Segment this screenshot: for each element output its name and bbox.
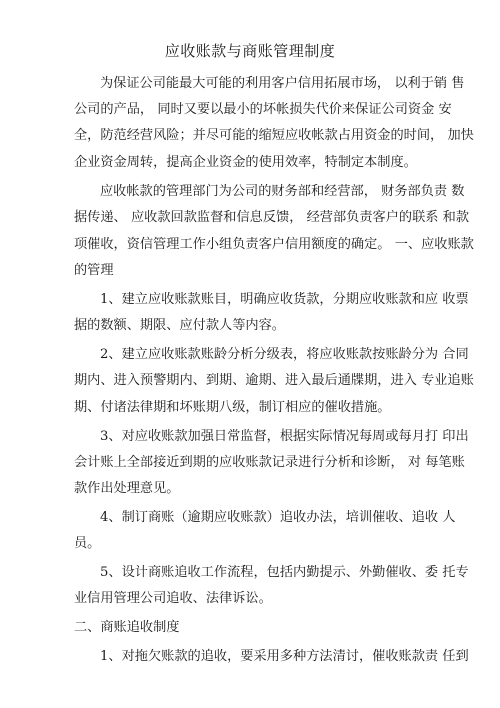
paragraph-line: 期内、进入预警期内、到期、逾期、进入最后通牒期，进入 专业追账 [74,373,474,388]
paragraph-line: 员。 [74,536,101,551]
paragraph-line: 为保证公司能最大可能的利用客户信用拓展市场， 以利于销 售 [100,76,465,91]
document-title: 应收账款与商账管理制度 [164,42,336,60]
paragraph-line: 全，防范经营风险；并尽可能的缩短应收帐款占用资金的时间， 加快 [74,128,474,143]
paragraph-line: 据的数额、期限、应付款人等内容。 [74,318,285,333]
paragraph-line: 3、对应收账款加强日常监督，根据实际情况每周或每月打 印出 [100,429,469,444]
paragraph-line: 的管理 [74,263,114,278]
paragraph-line: 期、付诸法律期和坏账期八级，制订相应的催收措施。 [74,400,391,415]
paragraph-line: 4、制订商账（逾期应收账款）追收办法，培训催收、追收 人 [100,510,456,525]
paragraph-line: 应收帐款的管理部门为公司的财务部和经营部， 财务部负责 数 [100,184,465,199]
paragraph-line: 公司的产品， 同时又要以最小的坏帐损失代价来保证公司资金 安 [74,102,452,117]
paragraph-line: 款作出处理意见。 [74,481,180,496]
paragraph-line: 业信用管理公司追收、法律诉讼。 [74,591,272,606]
paragraph-line: 5、设计商账追收工作流程，包括内勤提示、外勤催收、委 托专 [100,565,469,580]
paragraph-line: 1、对拖欠账款的追收，要采用多种方法清讨，催收账款责 任到 [100,649,469,664]
paragraph-line: 项催收，资信管理工作小组负责客户信用额度的确定。 一、应收账款 [74,237,474,252]
paragraph-line: 会计账上全部接近到期的应收账款记录进行分析和诊断， 对 每笔账 [74,455,465,470]
paragraph-line: 2、建立应收账款账龄分析分级表，将应收账款按账龄分为 合同 [100,347,469,362]
paragraph-line: 1、建立应收账款账目，明确应收货款，分期应收账款和应 收票 [100,292,469,307]
section-heading: 二、商账追收制度 [74,620,180,635]
paragraph-line: 企业资金周转，提高企业资金的使用效率，特制定本制度。 [74,155,417,170]
paragraph-line: 据传递、 应收款回款监督和信息反馈， 经营部负责客户的联系 和款 [74,210,470,225]
